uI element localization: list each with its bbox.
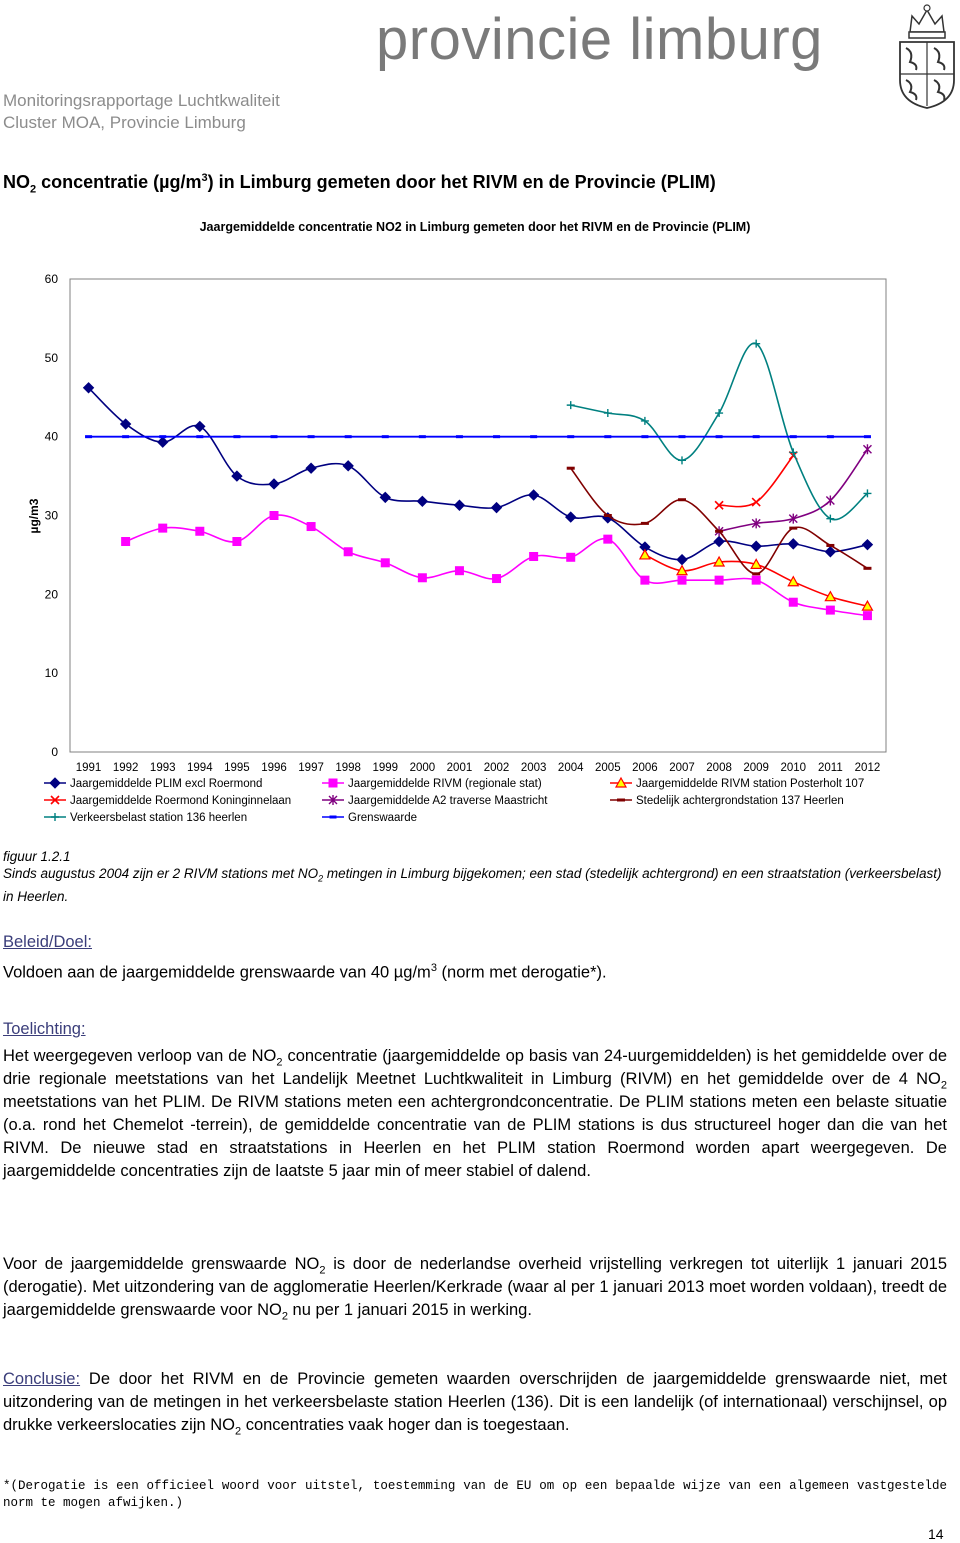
legend-label: Jaargemiddelde RIVM (regionale stat) — [348, 778, 542, 790]
x-tick-label: 2012 — [854, 762, 881, 774]
x-tick-label: 2008 — [706, 762, 732, 774]
marker-square — [233, 538, 241, 546]
marker-dash — [419, 435, 426, 438]
y-tick-label: 50 — [44, 350, 58, 365]
marker-dash — [493, 435, 500, 438]
report-title-line-1: Monitoringsrapportage Luchtkwaliteit — [3, 91, 280, 110]
marker-square — [715, 576, 723, 584]
legend-item — [610, 778, 864, 790]
x-tick-label: 2004 — [557, 762, 584, 774]
x-tick-label: 2006 — [632, 762, 658, 774]
marker-square — [826, 606, 834, 614]
x-tick-label: 2011 — [817, 762, 843, 774]
beleid-label: Beleid/Doel: — [3, 933, 92, 951]
legend-item — [44, 795, 291, 807]
marker-dash — [604, 435, 611, 438]
marker-square — [344, 548, 352, 556]
y-axis-label: µg/m3 — [27, 498, 41, 534]
marker-dash — [753, 435, 760, 438]
x-tick-label: 1991 — [75, 762, 102, 774]
marker-bar — [715, 530, 723, 533]
x-tick-label: 2002 — [483, 762, 510, 774]
report-title — [3, 90, 280, 134]
marker-dash — [196, 435, 203, 438]
marker-dash — [233, 435, 240, 438]
y-tick-label: 20 — [44, 587, 58, 602]
legend-label: Jaargemiddelde A2 traverse Maastricht — [348, 795, 548, 807]
legend-item — [322, 812, 417, 824]
marker-square — [789, 598, 797, 606]
brand-wordmark: provincie limburg — [376, 7, 823, 72]
legend-label: Grenswaarde — [348, 812, 418, 824]
figure-caption — [3, 848, 948, 905]
marker-bar — [678, 498, 686, 501]
marker-bar — [567, 467, 575, 470]
marker-dash — [530, 435, 537, 438]
marker-bar — [863, 567, 871, 570]
conclusie-paragraph: Conclusie: De door het RIVM en de Provincie gemeten waarden overschrijden de jaargemiddelde grenswaarde niet, met uitzondering van de metingen in het verkeersbelaste station Heerlen (136). Dit is een landelijk (of internationaal) verschijnsel, op drukke verkeerslocaties zijn $NO_2$ concentraties vaak hoger dan is toegestaan. — [3, 1370, 947, 1438]
norm-paragraph: Voor de jaargemiddelde grenswaarde $NO_2$ is door de nederlandse overheid vrijstelling verkregen tot uiterlijk 1 januari 2015 (derogatie). Met uitzondering van de agglomeratie Heerlen/Kerkrade (waar al per 1 januari 2013 moet worden voldaan), treedt de jaargemiddelde grenswaarde voor $NO_2$ nu per 1 januari 2015 in werking. — [3, 1255, 947, 1323]
legend-label: Jaargemiddelde PLIM excl Roermond — [70, 778, 263, 790]
marker-square — [493, 575, 501, 583]
x-tick-label: 1993 — [149, 762, 176, 774]
footnote: *(Derogatie is een officieel woord voor uitstel, toestemming van de EU om op een bepaalde wijze van een algemeen vastgestelde norm te mogen afwijken.) — [3, 1479, 947, 1510]
x-tick-label: 2009 — [743, 762, 769, 774]
marker-bar — [641, 522, 649, 525]
toelichting-paragraph: Het weergegeven verloop van de $NO_2$ concentratie (jaargemiddelde op basis van 24-uurgemiddelden) is het gemiddelde over de drie regionale meetstations van het Landelijk Meetnet Luchtkwaliteit in Limburg (RIVM) en het gemiddelde over de 4 $NO_2$ meetstations van het PLIM. De RIVM stations meten een achtergrondconcentratie. De PLIM stations meten een belaste situatie (o.a. rond het Chemelot -terrein), de gemiddelde concentratie van de PLIM stations is dus structureel hoger dan die van het RIVM. De nieuwe stad en straatstations in Heerlen en het PLIM station Roermond worden apart weergegeven. De jaargemiddelde concentraties zijn de laatste 5 jaar min of meer stabiel of dalend. — [3, 1047, 947, 1180]
legend-label: Stedelijk achtergrondstation 137 Heerlen — [636, 795, 844, 807]
x-tick-label: 2010 — [780, 762, 807, 774]
marker-square — [329, 779, 337, 787]
marker-dash — [679, 435, 686, 438]
no2-line-chart — [0, 200, 960, 850]
marker-bar — [789, 527, 797, 530]
y-tick-label: 10 — [44, 666, 58, 681]
x-tick-label: 1995 — [224, 762, 250, 774]
x-tick-label: 2001 — [446, 762, 473, 774]
beleid-text: Voldoen aan de jaargemiddelde grenswaarde van 40 $\mu g/m^3$ (norm met derogatie*). — [3, 962, 607, 982]
marker-square — [381, 559, 389, 567]
legend-item — [610, 795, 844, 807]
conclusie-label: Conclusie: — [3, 1370, 81, 1388]
x-tick-label: 2000 — [409, 762, 436, 774]
x-tick-label: 1998 — [335, 762, 361, 774]
legend-item — [44, 812, 247, 824]
marker-square — [270, 512, 278, 520]
y-tick-label: 30 — [44, 508, 58, 523]
chart-title: Jaargemiddelde concentratie NO2 in Limburg gemeten door het RIVM en de Provincie (PLIM) — [199, 220, 751, 234]
marker-square — [641, 576, 649, 584]
marker-dash — [827, 435, 834, 438]
legend-label: Verkeersbelast station 136 heerlen — [70, 812, 248, 824]
marker-dash — [308, 435, 315, 438]
marker-dash — [345, 435, 352, 438]
marker-square — [863, 612, 871, 620]
section-heading: $NO_2$ concentratie $(\mu g/m^3)$ in Limburg gemeten door het RIVM en de Provincie (PLIM) — [3, 172, 716, 196]
marker-square — [159, 524, 167, 532]
marker-square — [418, 574, 426, 582]
marker-dash — [330, 816, 337, 819]
figure-label: figuur 1.2.1 — [3, 849, 71, 864]
marker-dash — [271, 435, 278, 438]
marker-square — [196, 527, 204, 535]
marker-plus — [51, 813, 59, 821]
marker-bar — [752, 572, 760, 575]
x-tick-label: 1996 — [261, 762, 287, 774]
marker-diamond — [50, 778, 60, 788]
x-tick-label: 1992 — [112, 762, 139, 774]
marker-dash — [122, 435, 129, 438]
x-tick-label: 2005 — [595, 762, 621, 774]
marker-bar — [617, 799, 625, 802]
marker-dash — [456, 435, 463, 438]
plot-area — [70, 279, 886, 752]
marker-square — [678, 576, 686, 584]
marker-square — [307, 523, 315, 531]
x-tick-label: 1994 — [187, 762, 213, 774]
marker-dash — [85, 435, 92, 438]
marker-square — [530, 552, 538, 560]
y-tick-label: 0 — [51, 745, 58, 759]
marker-dash — [864, 435, 871, 438]
marker-dash — [641, 435, 648, 438]
marker-dash — [159, 435, 166, 438]
figure-description: Sinds augustus 2004 zijn er 2 RIVM stations met $NO_2$ metingen in Limburg bijgekomen; een stad (stedelijk achtergrond) en een straatstation (verkeersbelast) in Heerlen. — [3, 866, 942, 904]
page-number: 14 — [928, 1526, 944, 1542]
marker-square — [455, 567, 463, 575]
toelichting-label: Toelichting: — [3, 1020, 86, 1038]
marker-square — [752, 576, 760, 584]
marker-dash — [382, 435, 389, 438]
legend-item — [44, 778, 262, 790]
legend-item — [322, 778, 542, 790]
legend-label: Jaargemiddelde RIVM station Posterholt 107 — [636, 778, 865, 790]
x-tick-label: 2007 — [669, 762, 695, 774]
marker-dash — [790, 435, 797, 438]
marker-square — [122, 538, 130, 546]
report-title-line-2: Cluster MOA, Provincie Limburg — [3, 113, 246, 132]
marker-square — [604, 535, 612, 543]
marker-dash — [567, 435, 574, 438]
marker-bar — [604, 514, 612, 517]
legend-item — [322, 795, 548, 807]
x-tick-label: 2003 — [520, 762, 547, 774]
x-tick-label: 1999 — [372, 762, 399, 774]
x-tick-label: 1997 — [298, 762, 324, 774]
legend-label: Jaargemiddelde Roermond Koninginnelaan — [70, 795, 292, 807]
y-tick-label: 40 — [44, 429, 58, 444]
marker-dash — [716, 435, 723, 438]
coat-of-arms-icon — [896, 2, 958, 110]
marker-square — [567, 553, 575, 561]
marker-bar — [826, 544, 834, 547]
y-tick-label: 60 — [44, 272, 58, 286]
